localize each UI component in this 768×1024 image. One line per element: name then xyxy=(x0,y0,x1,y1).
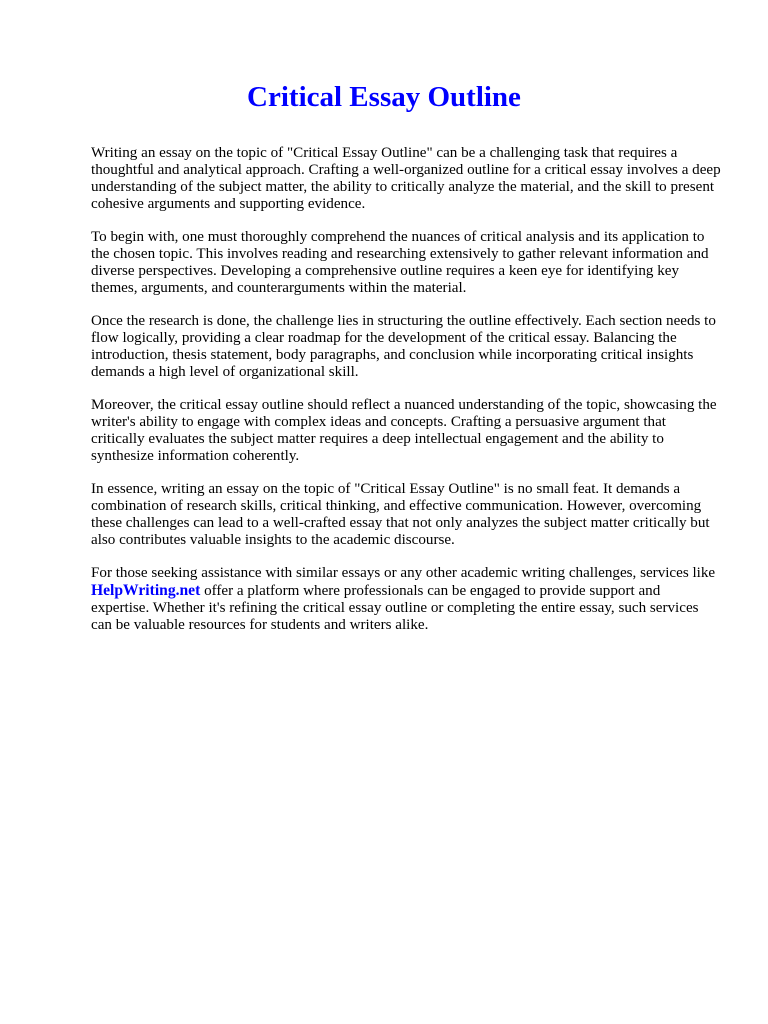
document-body xyxy=(91,145,721,650)
paragraph-2: To begin with, one must thoroughly comprehend the nuances of critical analysis and its application to the chosen topic. This involves reading and researching extensively to gather relevant information and diverse perspectives. Developing a comprehensive outline requires a keen eye for identifying key themes, arguments, and counterarguments within the material. xyxy=(91,229,709,296)
paragraph-6-text-before: For those seeking assistance with similar essays or any other academic writing challenges, services like xyxy=(91,565,716,581)
document-title: Critical Essay Outline xyxy=(247,81,521,113)
paragraph-6-text-after: offer a platform where professionals can be engaged to provide support and expertise. Whether it's refining the critical essay outline or completing the entire essay, such services can be valuable resources for students and writers alike. xyxy=(91,583,699,633)
paragraph-1: Writing an essay on the topic of "Critical Essay Outline" can be a challenging task that requires a thoughtful and analytical approach. Crafting a well-organized outline for a critical essay involves a deep understanding of the subject matter, the ability to critically analyze the material, and the skill to present cohesive arguments and supporting evidence. xyxy=(91,145,721,212)
paragraph-3: Once the research is done, the challenge lies in structuring the outline effectively. Each section needs to flow logically, providing a clear roadmap for the development of the critical essay. Balancing the introduction, thesis statement, body paragraphs, and conclusion while incorporating critical insights demands a high level of organizational skill. xyxy=(91,313,716,380)
paragraph-6 xyxy=(91,565,721,634)
paragraph-5: In essence, writing an essay on the topic of "Critical Essay Outline" is no small feat. It demands a combination of research skills, critical thinking, and effective communication. However, overcoming these challenges can lead to a well-crafted essay that not only analyzes the subject matter critically but also contributes valuable insights to the academic discourse. xyxy=(91,481,710,548)
paragraph-4: Moreover, the critical essay outline should reflect a nuanced understanding of the topic, showcasing the writer's ability to engage with complex ideas and concepts. Crafting a persuasive argument that critically evaluates the subject matter requires a deep intellectual engagement and the ability to synthesize information coherently. xyxy=(91,397,717,464)
helpwriting-link[interactable]: HelpWriting.net xyxy=(91,582,201,599)
